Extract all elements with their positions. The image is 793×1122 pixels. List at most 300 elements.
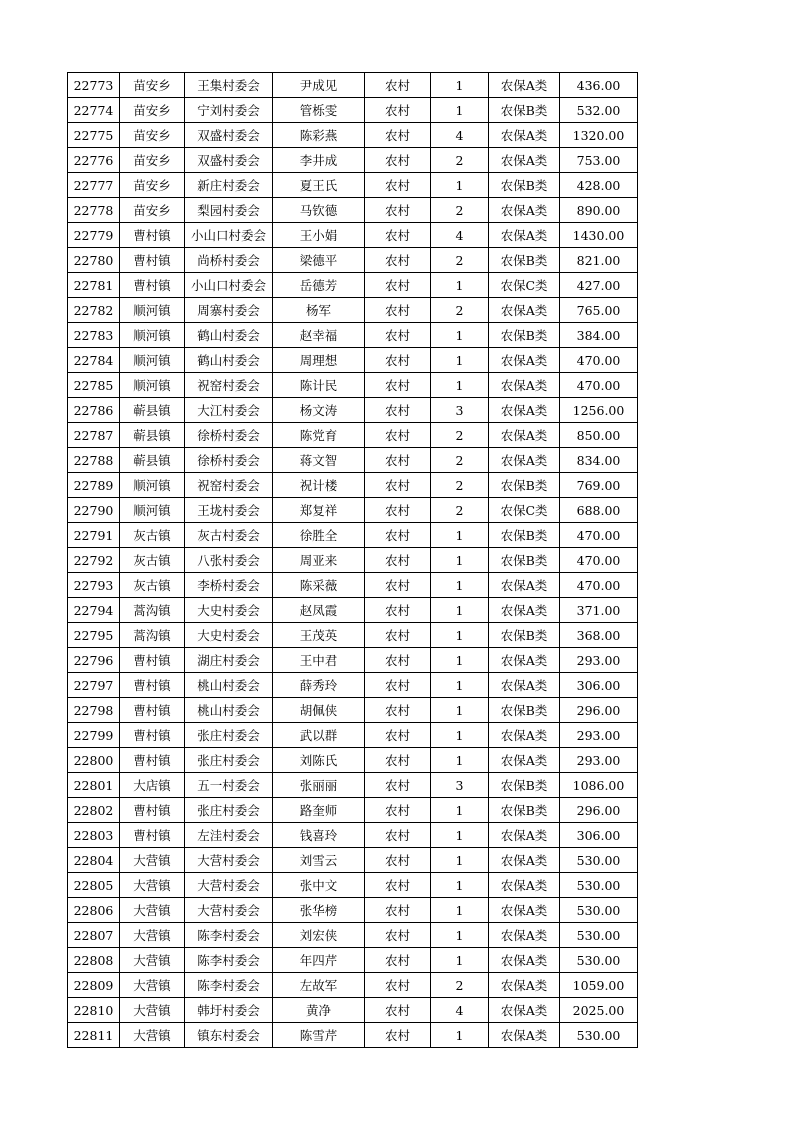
insurance-category-cell: 农保A类 <box>489 398 560 423</box>
household-count-cell: 2 <box>431 148 489 173</box>
table-row <box>68 798 638 823</box>
township-cell: 顺河镇 <box>120 498 185 523</box>
record-id-cell: 22788 <box>68 448 120 473</box>
table-row <box>68 223 638 248</box>
table-row <box>68 573 638 598</box>
table-row <box>68 148 638 173</box>
village-committee-cell: 大江村委会 <box>185 398 273 423</box>
recipient-name-cell: 左故军 <box>273 973 365 998</box>
household-count-cell: 1 <box>431 823 489 848</box>
insurance-category-cell: 农保A类 <box>489 648 560 673</box>
amount-cell: 834.00 <box>560 448 638 473</box>
household-count-cell: 1 <box>431 748 489 773</box>
residence-type-cell: 农村 <box>365 323 431 348</box>
household-count-cell: 1 <box>431 798 489 823</box>
village-committee-cell: 双盛村委会 <box>185 148 273 173</box>
recipient-name-cell: 周亚来 <box>273 548 365 573</box>
residence-type-cell: 农村 <box>365 198 431 223</box>
township-cell: 顺河镇 <box>120 473 185 498</box>
recipient-name-cell: 武以群 <box>273 723 365 748</box>
residence-type-cell: 农村 <box>365 348 431 373</box>
insurance-category-cell: 农保A类 <box>489 573 560 598</box>
household-count-cell: 4 <box>431 223 489 248</box>
residence-type-cell: 农村 <box>365 998 431 1023</box>
residence-type-cell: 农村 <box>365 523 431 548</box>
insurance-category-cell: 农保A类 <box>489 948 560 973</box>
table-row <box>68 873 638 898</box>
amount-cell: 688.00 <box>560 498 638 523</box>
residence-type-cell: 农村 <box>365 723 431 748</box>
amount-cell: 530.00 <box>560 848 638 873</box>
table-row <box>68 548 638 573</box>
village-committee-cell: 大营村委会 <box>185 898 273 923</box>
residence-type-cell: 农村 <box>365 598 431 623</box>
village-committee-cell: 双盛村委会 <box>185 123 273 148</box>
insurance-category-cell: 农保B类 <box>489 773 560 798</box>
township-cell: 蒿沟镇 <box>120 623 185 648</box>
amount-cell: 532.00 <box>560 98 638 123</box>
township-cell: 顺河镇 <box>120 373 185 398</box>
village-committee-cell: 大营村委会 <box>185 848 273 873</box>
table-row <box>68 123 638 148</box>
township-cell: 大营镇 <box>120 998 185 1023</box>
recipient-name-cell: 杨文涛 <box>273 398 365 423</box>
household-count-cell: 1 <box>431 698 489 723</box>
amount-cell: 470.00 <box>560 373 638 398</box>
township-cell: 曹村镇 <box>120 698 185 723</box>
township-cell: 灰古镇 <box>120 548 185 573</box>
amount-cell: 530.00 <box>560 898 638 923</box>
residence-type-cell: 农村 <box>365 673 431 698</box>
village-committee-cell: 大史村委会 <box>185 623 273 648</box>
amount-cell: 530.00 <box>560 873 638 898</box>
residence-type-cell: 农村 <box>365 973 431 998</box>
village-committee-cell: 八张村委会 <box>185 548 273 573</box>
residence-type-cell: 农村 <box>365 848 431 873</box>
residence-type-cell: 农村 <box>365 898 431 923</box>
household-count-cell: 2 <box>431 973 489 998</box>
household-count-cell: 3 <box>431 773 489 798</box>
township-cell: 大营镇 <box>120 898 185 923</box>
village-committee-cell: 宁刘村委会 <box>185 98 273 123</box>
village-committee-cell: 灰古村委会 <box>185 523 273 548</box>
record-id-cell: 22785 <box>68 373 120 398</box>
village-committee-cell: 大营村委会 <box>185 873 273 898</box>
recipient-name-cell: 张丽丽 <box>273 773 365 798</box>
household-count-cell: 1 <box>431 548 489 573</box>
amount-cell: 470.00 <box>560 548 638 573</box>
record-id-cell: 22804 <box>68 848 120 873</box>
record-id-cell: 22810 <box>68 998 120 1023</box>
township-cell: 大营镇 <box>120 973 185 998</box>
record-id-cell: 22777 <box>68 173 120 198</box>
residence-type-cell: 农村 <box>365 698 431 723</box>
table-row <box>68 248 638 273</box>
township-cell: 蒿沟镇 <box>120 598 185 623</box>
amount-cell: 384.00 <box>560 323 638 348</box>
record-id-cell: 22780 <box>68 248 120 273</box>
township-cell: 蕲县镇 <box>120 448 185 473</box>
residence-type-cell: 农村 <box>365 1023 431 1048</box>
household-count-cell: 1 <box>431 948 489 973</box>
township-cell: 顺河镇 <box>120 323 185 348</box>
village-committee-cell: 陈李村委会 <box>185 973 273 998</box>
record-id-cell: 22781 <box>68 273 120 298</box>
recipient-name-cell: 马钦德 <box>273 198 365 223</box>
township-cell: 曹村镇 <box>120 673 185 698</box>
record-id-cell: 22792 <box>68 548 120 573</box>
residence-type-cell: 农村 <box>365 823 431 848</box>
village-committee-cell: 陈李村委会 <box>185 923 273 948</box>
recipient-name-cell: 陈计民 <box>273 373 365 398</box>
table-row <box>68 273 638 298</box>
amount-cell: 753.00 <box>560 148 638 173</box>
table-row <box>68 423 638 448</box>
household-count-cell: 1 <box>431 623 489 648</box>
amount-cell: 306.00 <box>560 673 638 698</box>
record-id-cell: 22778 <box>68 198 120 223</box>
township-cell: 大营镇 <box>120 873 185 898</box>
record-id-cell: 22805 <box>68 873 120 898</box>
insurance-category-cell: 农保A类 <box>489 923 560 948</box>
residence-type-cell: 农村 <box>365 123 431 148</box>
village-committee-cell: 梨园村委会 <box>185 198 273 223</box>
record-id-cell: 22803 <box>68 823 120 848</box>
recipient-name-cell: 岳德芳 <box>273 273 365 298</box>
household-count-cell: 3 <box>431 398 489 423</box>
insurance-category-cell: 农保A类 <box>489 598 560 623</box>
recipient-name-cell: 陈彩燕 <box>273 123 365 148</box>
village-committee-cell: 张庄村委会 <box>185 798 273 823</box>
amount-cell: 293.00 <box>560 648 638 673</box>
amount-cell: 765.00 <box>560 298 638 323</box>
township-cell: 曹村镇 <box>120 823 185 848</box>
table-row <box>68 598 638 623</box>
insurance-category-cell: 农保B类 <box>489 548 560 573</box>
recipient-name-cell: 张华榜 <box>273 898 365 923</box>
table-row <box>68 823 638 848</box>
village-committee-cell: 王垅村委会 <box>185 498 273 523</box>
table-row <box>68 998 638 1023</box>
record-id-cell: 22796 <box>68 648 120 673</box>
insurance-category-cell: 农保A类 <box>489 673 560 698</box>
township-cell: 大营镇 <box>120 848 185 873</box>
table-row <box>68 448 638 473</box>
insurance-category-cell: 农保A类 <box>489 423 560 448</box>
table-row <box>68 373 638 398</box>
amount-cell: 470.00 <box>560 523 638 548</box>
table-row <box>68 898 638 923</box>
recipient-name-cell: 刘雪云 <box>273 848 365 873</box>
record-id-cell: 22790 <box>68 498 120 523</box>
recipient-name-cell: 刘宏侠 <box>273 923 365 948</box>
table-row <box>68 348 638 373</box>
insurance-category-cell: 农保A类 <box>489 298 560 323</box>
insurance-category-cell: 农保A类 <box>489 873 560 898</box>
village-committee-cell: 桃山村委会 <box>185 698 273 723</box>
record-id-cell: 22802 <box>68 798 120 823</box>
table-row <box>68 698 638 723</box>
table-row <box>68 298 638 323</box>
recipient-name-cell: 赵凤霞 <box>273 598 365 623</box>
household-count-cell: 1 <box>431 523 489 548</box>
township-cell: 蕲县镇 <box>120 398 185 423</box>
record-id-cell: 22808 <box>68 948 120 973</box>
household-count-cell: 2 <box>431 198 489 223</box>
amount-cell: 296.00 <box>560 698 638 723</box>
residence-type-cell: 农村 <box>365 573 431 598</box>
village-committee-cell: 张庄村委会 <box>185 748 273 773</box>
residence-type-cell: 农村 <box>365 73 431 98</box>
insurance-category-cell: 农保B类 <box>489 323 560 348</box>
amount-cell: 530.00 <box>560 948 638 973</box>
village-committee-cell: 大史村委会 <box>185 598 273 623</box>
residence-type-cell: 农村 <box>365 798 431 823</box>
amount-cell: 821.00 <box>560 248 638 273</box>
residence-type-cell: 农村 <box>365 948 431 973</box>
household-count-cell: 1 <box>431 348 489 373</box>
residence-type-cell: 农村 <box>365 648 431 673</box>
village-committee-cell: 小山口村委会 <box>185 273 273 298</box>
record-id-cell: 22773 <box>68 73 120 98</box>
insurance-category-cell: 农保B类 <box>489 698 560 723</box>
residence-type-cell: 农村 <box>365 223 431 248</box>
residence-type-cell: 农村 <box>365 748 431 773</box>
amount-cell: 530.00 <box>560 1023 638 1048</box>
household-count-cell: 1 <box>431 323 489 348</box>
amount-cell: 306.00 <box>560 823 638 848</box>
recipient-name-cell: 郑复祥 <box>273 498 365 523</box>
household-count-cell: 1 <box>431 373 489 398</box>
township-cell: 灰古镇 <box>120 573 185 598</box>
recipient-name-cell: 蒋文智 <box>273 448 365 473</box>
household-count-cell: 1 <box>431 923 489 948</box>
residence-type-cell: 农村 <box>365 498 431 523</box>
table-row <box>68 173 638 198</box>
record-id-cell: 22791 <box>68 523 120 548</box>
household-count-cell: 1 <box>431 673 489 698</box>
recipient-name-cell: 陈党育 <box>273 423 365 448</box>
record-id-cell: 22789 <box>68 473 120 498</box>
recipient-name-cell: 胡佩侠 <box>273 698 365 723</box>
township-cell: 曹村镇 <box>120 273 185 298</box>
insurance-category-cell: 农保A类 <box>489 223 560 248</box>
insurance-category-cell: 农保A类 <box>489 823 560 848</box>
amount-cell: 850.00 <box>560 423 638 448</box>
household-count-cell: 2 <box>431 298 489 323</box>
residence-type-cell: 农村 <box>365 873 431 898</box>
residence-type-cell: 农村 <box>365 373 431 398</box>
household-count-cell: 1 <box>431 173 489 198</box>
township-cell: 苗安乡 <box>120 198 185 223</box>
insurance-category-cell: 农保A类 <box>489 373 560 398</box>
record-id-cell: 22786 <box>68 398 120 423</box>
village-committee-cell: 陈李村委会 <box>185 948 273 973</box>
insurance-category-cell: 农保A类 <box>489 848 560 873</box>
household-count-cell: 1 <box>431 73 489 98</box>
recipient-name-cell: 赵幸福 <box>273 323 365 348</box>
recipient-name-cell: 张中文 <box>273 873 365 898</box>
township-cell: 曹村镇 <box>120 223 185 248</box>
table-row <box>68 523 638 548</box>
village-committee-cell: 新庄村委会 <box>185 173 273 198</box>
table-row <box>68 673 638 698</box>
allowance-table-container <box>67 72 637 1048</box>
township-cell: 苗安乡 <box>120 98 185 123</box>
household-count-cell: 1 <box>431 98 489 123</box>
amount-cell: 368.00 <box>560 623 638 648</box>
insurance-category-cell: 农保A类 <box>489 448 560 473</box>
record-id-cell: 22787 <box>68 423 120 448</box>
record-id-cell: 22807 <box>68 923 120 948</box>
record-id-cell: 22779 <box>68 223 120 248</box>
household-count-cell: 1 <box>431 723 489 748</box>
table-row <box>68 623 638 648</box>
insurance-category-cell: 农保B类 <box>489 473 560 498</box>
table-row <box>68 323 638 348</box>
village-committee-cell: 五一村委会 <box>185 773 273 798</box>
village-committee-cell: 尚桥村委会 <box>185 248 273 273</box>
village-committee-cell: 张庄村委会 <box>185 723 273 748</box>
insurance-category-cell: 农保B类 <box>489 98 560 123</box>
residence-type-cell: 农村 <box>365 173 431 198</box>
amount-cell: 428.00 <box>560 173 638 198</box>
township-cell: 顺河镇 <box>120 298 185 323</box>
record-id-cell: 22776 <box>68 148 120 173</box>
household-count-cell: 2 <box>431 448 489 473</box>
insurance-category-cell: 农保A类 <box>489 973 560 998</box>
township-cell: 曹村镇 <box>120 748 185 773</box>
village-committee-cell: 徐桥村委会 <box>185 448 273 473</box>
village-committee-cell: 李桥村委会 <box>185 573 273 598</box>
insurance-category-cell: 农保A类 <box>489 723 560 748</box>
recipient-name-cell: 王小娟 <box>273 223 365 248</box>
record-id-cell: 22795 <box>68 623 120 648</box>
table-row <box>68 398 638 423</box>
village-committee-cell: 周寨村委会 <box>185 298 273 323</box>
table-row <box>68 723 638 748</box>
insurance-category-cell: 农保A类 <box>489 123 560 148</box>
amount-cell: 1430.00 <box>560 223 638 248</box>
record-id-cell: 22800 <box>68 748 120 773</box>
household-count-cell: 2 <box>431 423 489 448</box>
recipient-name-cell: 祝计楼 <box>273 473 365 498</box>
village-committee-cell: 祝窑村委会 <box>185 373 273 398</box>
household-count-cell: 4 <box>431 123 489 148</box>
insurance-category-cell: 农保A类 <box>489 198 560 223</box>
household-count-cell: 2 <box>431 498 489 523</box>
recipient-name-cell: 王中君 <box>273 648 365 673</box>
table-row <box>68 473 638 498</box>
residence-type-cell: 农村 <box>365 623 431 648</box>
village-committee-cell: 鹤山村委会 <box>185 348 273 373</box>
village-committee-cell: 祝窑村委会 <box>185 473 273 498</box>
amount-cell: 890.00 <box>560 198 638 223</box>
residence-type-cell: 农村 <box>365 473 431 498</box>
record-id-cell: 22775 <box>68 123 120 148</box>
record-id-cell: 22782 <box>68 298 120 323</box>
residence-type-cell: 农村 <box>365 773 431 798</box>
township-cell: 曹村镇 <box>120 798 185 823</box>
recipient-name-cell: 路奎师 <box>273 798 365 823</box>
allowance-table <box>67 72 638 1048</box>
record-id-cell: 22794 <box>68 598 120 623</box>
insurance-category-cell: 农保A类 <box>489 748 560 773</box>
household-count-cell: 2 <box>431 248 489 273</box>
village-committee-cell: 鹤山村委会 <box>185 323 273 348</box>
township-cell: 灰古镇 <box>120 523 185 548</box>
amount-cell: 293.00 <box>560 723 638 748</box>
table-row <box>68 98 638 123</box>
village-committee-cell: 王集村委会 <box>185 73 273 98</box>
township-cell: 大营镇 <box>120 1023 185 1048</box>
household-count-cell: 1 <box>431 573 489 598</box>
township-cell: 苗安乡 <box>120 123 185 148</box>
insurance-category-cell: 农保A类 <box>489 73 560 98</box>
table-row <box>68 648 638 673</box>
table-body <box>68 73 638 1048</box>
amount-cell: 436.00 <box>560 73 638 98</box>
household-count-cell: 1 <box>431 873 489 898</box>
table-row <box>68 973 638 998</box>
table-row <box>68 848 638 873</box>
household-count-cell: 1 <box>431 598 489 623</box>
insurance-category-cell: 农保A类 <box>489 898 560 923</box>
recipient-name-cell: 钱喜玲 <box>273 823 365 848</box>
township-cell: 曹村镇 <box>120 648 185 673</box>
amount-cell: 769.00 <box>560 473 638 498</box>
amount-cell: 293.00 <box>560 748 638 773</box>
household-count-cell: 1 <box>431 898 489 923</box>
insurance-category-cell: 农保B类 <box>489 798 560 823</box>
insurance-category-cell: 农保A类 <box>489 148 560 173</box>
household-count-cell: 1 <box>431 1023 489 1048</box>
insurance-category-cell: 农保C类 <box>489 498 560 523</box>
record-id-cell: 22798 <box>68 698 120 723</box>
residence-type-cell: 农村 <box>365 398 431 423</box>
insurance-category-cell: 农保B类 <box>489 173 560 198</box>
village-committee-cell: 桃山村委会 <box>185 673 273 698</box>
table-row <box>68 773 638 798</box>
recipient-name-cell: 刘陈氏 <box>273 748 365 773</box>
household-count-cell: 1 <box>431 848 489 873</box>
township-cell: 曹村镇 <box>120 248 185 273</box>
record-id-cell: 22774 <box>68 98 120 123</box>
recipient-name-cell: 黄净 <box>273 998 365 1023</box>
residence-type-cell: 农村 <box>365 248 431 273</box>
recipient-name-cell: 梁德平 <box>273 248 365 273</box>
residence-type-cell: 农村 <box>365 423 431 448</box>
record-id-cell: 22801 <box>68 773 120 798</box>
insurance-category-cell: 农保A类 <box>489 348 560 373</box>
record-id-cell: 22799 <box>68 723 120 748</box>
residence-type-cell: 农村 <box>365 448 431 473</box>
township-cell: 大营镇 <box>120 923 185 948</box>
record-id-cell: 22809 <box>68 973 120 998</box>
table-row <box>68 73 638 98</box>
amount-cell: 1086.00 <box>560 773 638 798</box>
amount-cell: 2025.00 <box>560 998 638 1023</box>
insurance-category-cell: 农保A类 <box>489 1023 560 1048</box>
amount-cell: 530.00 <box>560 923 638 948</box>
recipient-name-cell: 李井成 <box>273 148 365 173</box>
amount-cell: 1320.00 <box>560 123 638 148</box>
table-row <box>68 1023 638 1048</box>
insurance-category-cell: 农保B类 <box>489 523 560 548</box>
record-id-cell: 22797 <box>68 673 120 698</box>
residence-type-cell: 农村 <box>365 148 431 173</box>
township-cell: 苗安乡 <box>120 173 185 198</box>
